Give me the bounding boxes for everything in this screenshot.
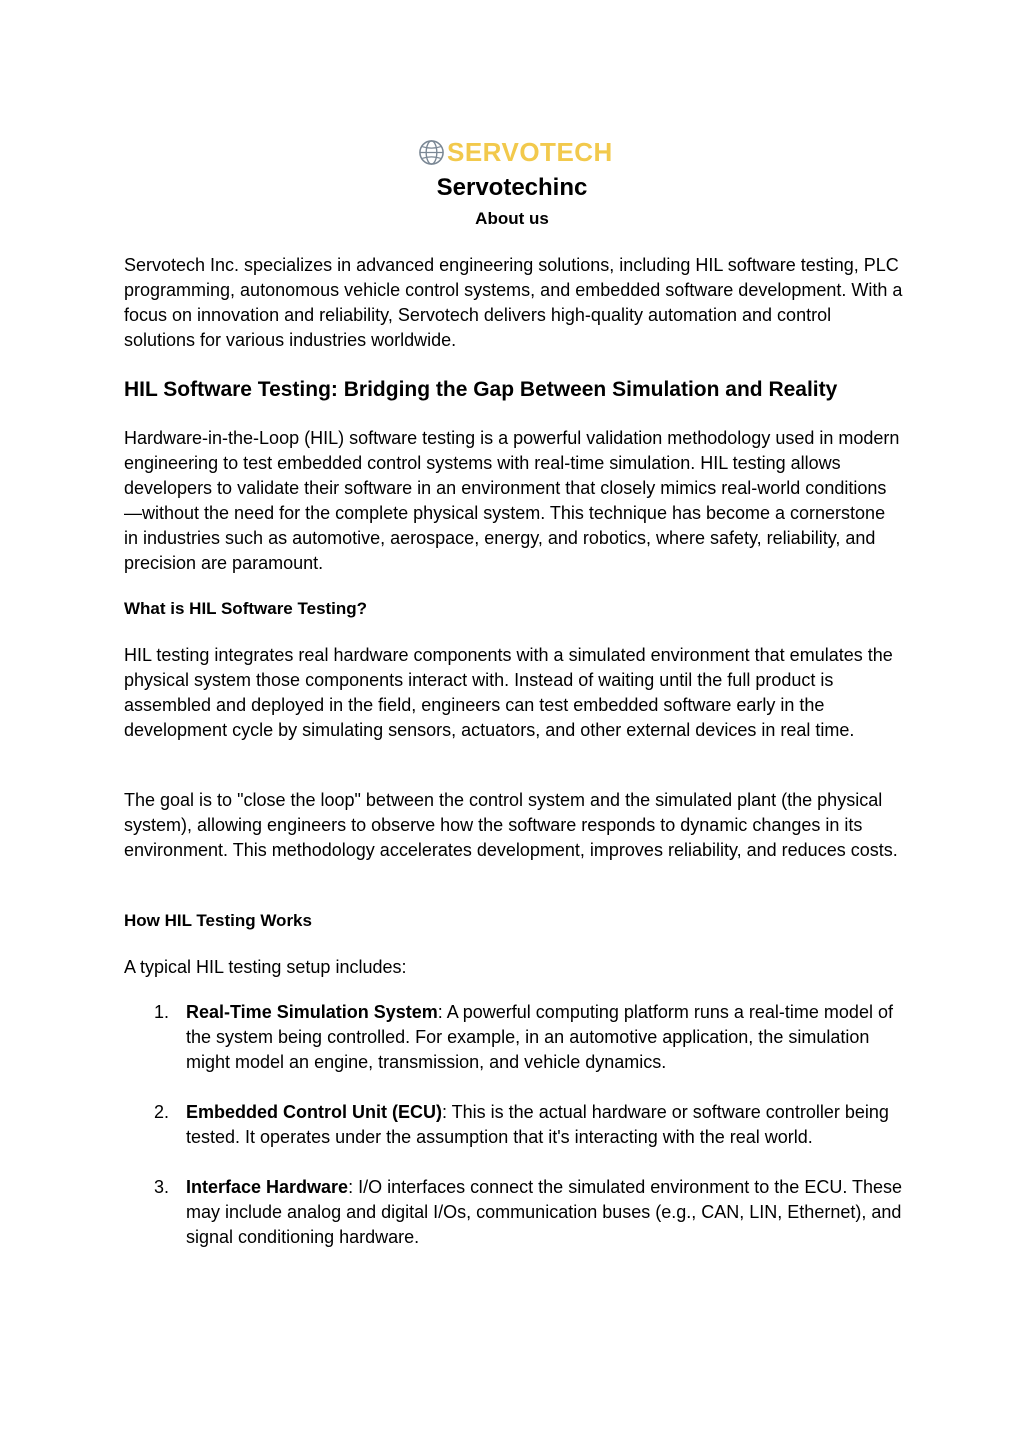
list-number: 1.	[154, 1002, 170, 1022]
logo	[418, 137, 613, 167]
section-paragraph: Hardware-in-the-Loop (HIL) software testing is a powerful validation methodology used in modern engineering to test embedded control systems with real-time simulation. HIL testing allows developers to validate their software in an environment that closely mimics real-world conditions—without the need for the complete physical system. This technique has become a cornerstone in industries such as automotive, aerospace, energy, and robotics, where safety, reliability, and precision are paramount.	[124, 428, 900, 573]
what-is-heading: What is HIL Software Testing?	[124, 599, 368, 618]
how-works-heading: How HIL Testing Works	[124, 911, 312, 930]
list-number: 3.	[154, 1177, 170, 1197]
company-name: Servotechinc	[436, 174, 588, 201]
what-is-paragraph-2: The goal is to "close the loop" between the control system and the simulated plant (the physical system), allowing engineers to observe how the software responds to dynamic changes in its environment. This methodology accelerates development, improves reliability, and reduces costs.	[124, 790, 898, 860]
globe-icon	[418, 139, 445, 166]
how-works-intro: A typical HIL testing setup includes:	[124, 957, 407, 977]
list-description: : I/O interfaces connect the simulated environment to the ECU. These may include analog and digital I/Os, communication buses (e.g., CAN, LIN, Ethernet), and signal conditioning hardware.	[186, 1177, 903, 1247]
intro-paragraph: Servotech Inc. specializes in advanced engineering solutions, including HIL software testing, PLC programming, autonomous vehicle control systems, and embedded software development. With a focus on innovation and reliability, Servotech delivers high-quality automation and control solutions for various industries worldwide.	[124, 255, 903, 350]
list-term: Interface Hardware	[186, 1177, 349, 1197]
list-term: Embedded Control Unit (ECU)	[186, 1102, 442, 1122]
list-text	[186, 1000, 904, 1075]
list-text	[186, 1175, 904, 1250]
list-description: : This is the actual hardware or software controller being tested. It operates under the assumption that it's interacting with the real world.	[186, 1102, 889, 1147]
logo-text: SERVOTECH	[447, 137, 613, 167]
list-description: : A powerful computing platform runs a real-time model of the system being controlled. For example, in an automotive application, the simulation might model an engine, transmission, and vehicle dynamics.	[186, 1002, 893, 1072]
list-term: Real-Time Simulation System	[186, 1002, 438, 1022]
what-is-paragraph-1: HIL testing integrates real hardware components with a simulated environment that emulates the physical system those components interact with. Instead of waiting until the full product is assembled and deployed in the field, engineers can test embedded software early in the development cycle by simulating sensors, actuators, and other external devices in real time.	[124, 645, 893, 740]
list-text	[186, 1100, 904, 1150]
section-heading: HIL Software Testing: Bridging the Gap Between Simulation and Reality	[124, 378, 838, 401]
page-subtitle: About us	[475, 209, 549, 228]
list-number: 2.	[154, 1102, 170, 1122]
